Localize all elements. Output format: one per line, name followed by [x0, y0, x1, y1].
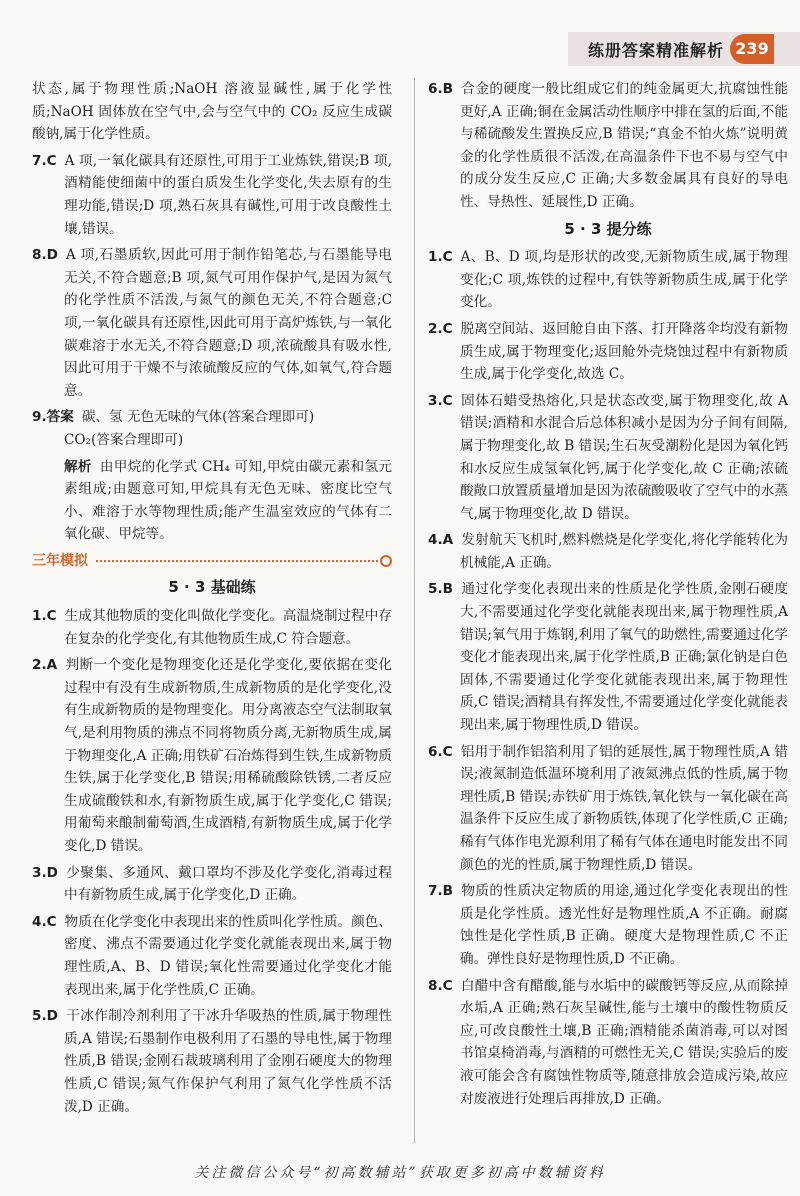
right-column	[428, 78, 788, 1114]
answer-text: 脱离空间站、返回舱自由下落、打开降落伞均没有新物质生成,属于物理变化;返回舱外壳烧蚀过程中有新物质生成,属于化学变化,故选 C。	[460, 320, 788, 383]
advanced-item-1	[428, 246, 788, 314]
answer-number: 2.C	[428, 320, 453, 337]
answer-number: 6.B	[428, 81, 453, 97]
answer-number: 4.C	[32, 913, 57, 930]
answer-number: 5.B	[428, 581, 453, 598]
advanced-item-6	[428, 741, 788, 877]
answer-number: 7.C	[32, 152, 57, 169]
answer-item-9-line2: CO₂(答案合理即可)	[64, 431, 184, 448]
answer-item-9-analysis	[32, 456, 392, 546]
column-divider	[414, 78, 415, 1143]
advanced-item-7	[428, 880, 788, 970]
answer-text: A 项,一氧化碳具有还原性,可用于工业炼铁,错误;B 项,酒精能使细菌中的蛋白质发生化学变化,失去原有的生理功能,错误;D 项,熟石灰具有碱性,可用于改良酸性土壤,错误。	[64, 152, 392, 237]
dotted-rule	[96, 560, 378, 562]
section-title: 5 · 3 基础练	[168, 578, 256, 597]
left-column	[32, 78, 392, 1122]
answer-number: 2.A	[32, 657, 58, 674]
answer-number: 9.答案	[32, 409, 74, 426]
answer-text: 发射航天飞机时,燃料燃烧是化学变化,将化学能转化为机械能,A 正确。	[460, 532, 788, 571]
answer-item-8	[32, 244, 392, 402]
continued-paragraph: 状态,属于物理性质;NaOH 溶液显碱性,属于化学性质;NaOH 固体放在空气中,会与空气中的 CO₂ 反应生成碳酸钠,属于化学性质。	[32, 81, 392, 143]
answer-text: 通过化学变化表现出来的性质是化学性质,金刚石硬度大,不需要通过化学变化就能表现出来,属于物理性质,A 错误;氧气用于炼钢,利用了氧气的助燃性,需要通过化学变化才能表现出来,属于化学性质,B 正确;氯化钠是白色固体,不需要通过化学变化就能表现出来,属于物理性质,C 错误;酒精具有挥发性,不需要通过化学变化就能表现出来,属于物理性质,D 错误。	[460, 581, 788, 734]
basic-item-3	[32, 862, 392, 907]
answer-item-9	[32, 406, 392, 429]
advanced-item-5	[428, 578, 788, 736]
analysis-text: 由甲烷的化学式 CH₄ 可知,甲烷由碳元素和氢元素组成;由题意可知,甲烷具有无色无味、密度比空气小、难溶于水等物理性质;能产生温室效应的气体有二氧化碳、甲烷等。	[64, 458, 393, 543]
answer-text: 白醋中含有醋酸,能与水垢中的碳酸钙等反应,从而除掉水垢,A 正确;熟石灰呈碱性,能与土壤中的酸性物质反应,可改良酸性土壤,B 正确;酒精能杀菌消毒,可以对图书馆桌椅消毒,与酒精的可燃性无关,C 错误;实验后的废液可能会含有腐蚀性物质等,随意排放会造成污染,故应对废液进行处理后再排放,D 正确。	[460, 977, 788, 1107]
answer-item-7	[32, 150, 392, 240]
page-header	[0, 0, 800, 80]
footer-note: 关注微信公众号“初高数辅站”获取更多初高中数辅资料	[194, 1165, 606, 1181]
page-number: 239	[730, 34, 774, 64]
answer-text: 铝用于制作铝箔利用了铝的延展性,属于物理性质,A 错误;液氮制造低温环境利用了液氮沸点低的性质,属于物理性质,B 错误;赤铁矿用于炼铁,氧化铁与一氧化碳在高温条件下反应生成了新物质铁,体现了化学性质,C 正确;稀有气体作电光源利用了稀有气体在通电时能发出不同颜色的光的性质,属于物理性质,D 错误。	[460, 743, 788, 873]
answer-text: A 项,石墨质软,因此可用于制作铅笔芯,与石墨能导电无关,不符合题意;B 项,氮气可用作保护气,是因为氮气的化学性质不活泼,与氮气的颜色无关,不符合题意;C 项,一氧化碳具有还原性,因此可用于高炉炼铁,与一氧化碳难溶于水无关,不符合题意;D 项,浓硫酸具有吸水性,因此可用于干燥不与浓硫酸反应的气体,如氧气,符合题意。	[64, 247, 392, 399]
answer-number: 6.C	[428, 743, 453, 760]
basic-item-2	[32, 654, 392, 857]
header-title: 练册答案精准解析	[587, 41, 724, 60]
advanced-item-2	[428, 318, 788, 386]
answer-number: 7.B	[428, 883, 453, 900]
analysis-label: 解析	[64, 458, 92, 475]
basic-item-4	[32, 911, 392, 1001]
answer-text: 判断一个变化是物理变化还是化学变化,要依据在变化过程中有没有生成新物质,生成新物质的是化学变化,没有生成新物质的是物理变化。用分离液态空气法制取氧气,是利用物质的沸点不同将物质分离,无新物质生成,属于物理变化,A 正确;用铁矿石冶炼得到生铁,生成新物质生铁,属于化学变化,B 错误;用稀硫酸除铁锈,二者反应生成硫酸铁和水,有新物质生成,属于化学变化,C 错误;用葡萄来酿制葡萄酒,生成酒精,有新物质生成,属于化学变化,D 错误。	[64, 657, 392, 854]
answer-number: 1.C	[428, 249, 453, 266]
answer-text: 干冰作制冷剂利用了干冰升华吸热的性质,属于物理性质,A 错误;石墨制作电极利用了石墨的导电性,属于物理性质,B 错误;金刚石裁玻璃利用了金刚石硬度大的物理性质,C 错误;氮气作保护气利用了氮气化学性质不活泼,D 正确。	[64, 1008, 392, 1115]
answer-number: 8.D	[32, 247, 58, 264]
answer-text: 物质的性质决定物质的用途,通过化学变化表现出的性质是化学性质。透光性好是物理性质,A 不正确。耐腐蚀性是化学性质,B 正确。硬度大是物理性质,C 不正确。弹性良好是物理性质,D 不正确。	[460, 883, 788, 967]
section-title: 5 · 3 提分练	[564, 219, 652, 238]
answer-number: 4.A	[428, 532, 454, 549]
advanced-item-8	[428, 975, 788, 1111]
answer-item-6	[428, 78, 788, 214]
advanced-item-3	[428, 390, 788, 526]
answer-text: 少聚集、多通风、戴口罩均不涉及化学变化,消毒过程中有新物质生成,属于化学变化,D 正确。	[64, 864, 392, 904]
answer-number: 8.C	[428, 977, 453, 994]
answer-number: 5.D	[32, 1008, 58, 1025]
answer-number: 1.C	[32, 608, 57, 625]
answer-text: 生成其他物质的变化叫做化学变化。高温烧制过程中存在复杂的化学变化,有其他物质生成,C 符合题意。	[64, 608, 392, 647]
circle-icon	[380, 555, 392, 567]
answer-text: A、B、D 项,均是形状的改变,无新物质生成,属于物理变化;C 项,炼铁的过程中,有铁等新物质生成,属于化学变化。	[460, 249, 788, 311]
answer-number: 3.D	[32, 864, 58, 881]
advanced-item-4	[428, 529, 788, 574]
basic-item-5	[32, 1005, 392, 1118]
answer-text: 合金的硬度一般比组成它们的纯金属更大,抗腐蚀性能更好,A 正确;铜在金属活动性顺序中排在氢的后面,不能与稀硫酸发生置换反应,B 错误;“真金不怕火炼”说明黄金的化学性质很不活泼,在高温条件下也不易与空气中的成分发生反应,C 正确;大多数金属具有良好的导电性、导热性、延展性,D 正确。	[460, 81, 788, 210]
section-banner	[32, 550, 392, 573]
answer-text: 固体石蜡受热熔化,只是状态改变,属于物理变化,故 A 错误;酒精和水混合后总体积减小是因为分子间有间隔,属于物理变化,故 B 错误;生石灰受潮粉化是因为氧化钙和水反应生成氢氧化钙,属于化学变化,故 C 正确;浓硫酸敞口放置质量增加是因为浓硫酸吸收了空气中的水蒸气,属于物理变化,故 D 错误。	[460, 392, 788, 522]
answer-number: 3.C	[428, 392, 453, 409]
basic-item-1	[32, 605, 392, 650]
answer-text: 碳、氢 无色无味的气体(答案合理即可)	[81, 409, 315, 426]
answer-text: 物质在化学变化中表现出来的性质叫化学性质。颜色、密度、沸点不需要通过化学变化就能表现出来,属于物理性质,A、B、D 错误;氧化性需要通过化学变化才能表现出来,属于化学性质,C 正确。	[64, 913, 392, 998]
section-banner-label: 三年模拟	[32, 552, 88, 569]
